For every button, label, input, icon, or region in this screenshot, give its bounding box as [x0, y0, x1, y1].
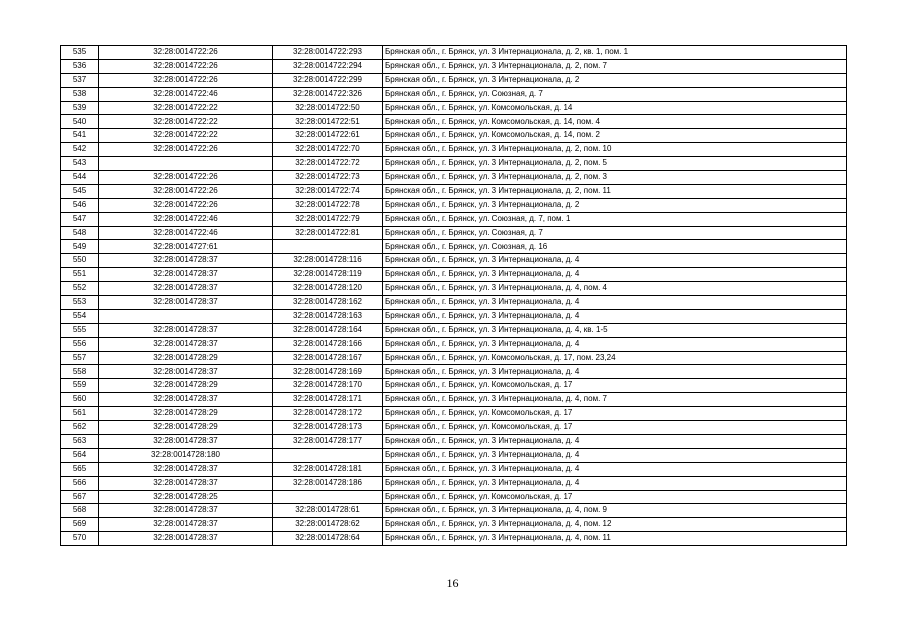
parent-cadastral-number-cell: 32:28:0014728:29 [99, 421, 273, 435]
row-number-cell: 559 [61, 379, 99, 393]
row-number-cell: 554 [61, 309, 99, 323]
address-cell: Брянская обл., г. Брянск, ул. Комсомольская, д. 17 [383, 379, 847, 393]
address-cell: Брянская обл., г. Брянск, ул. Союзная, д. 7 [383, 226, 847, 240]
parent-cadastral-number-cell: 32:28:0014722:22 [99, 129, 273, 143]
table-row [61, 282, 847, 296]
cadastral-number-cell: 32:28:0014728:163 [273, 309, 383, 323]
parent-cadastral-number-cell: 32:28:0014728:37 [99, 337, 273, 351]
row-number-cell: 563 [61, 434, 99, 448]
address-cell: Брянская обл., г. Брянск, ул. 3 Интернационала, д. 2, пом. 5 [383, 157, 847, 171]
parent-cadastral-number-cell: 32:28:0014728:37 [99, 393, 273, 407]
table-row [61, 309, 847, 323]
table-row [61, 434, 847, 448]
table-row [61, 129, 847, 143]
address-cell: Брянская обл., г. Брянск, ул. 3 Интернационала, д. 4, пом. 12 [383, 518, 847, 532]
parent-cadastral-number-cell: 32:28:0014728:37 [99, 532, 273, 546]
address-cell: Брянская обл., г. Брянск, ул. 3 Интернационала, д. 2 [383, 198, 847, 212]
page-number: 16 [446, 576, 459, 590]
parent-cadastral-number-cell: 32:28:0014722:22 [99, 115, 273, 129]
table-row [61, 198, 847, 212]
parent-cadastral-number-cell: 32:28:0014722:22 [99, 101, 273, 115]
address-cell: Брянская обл., г. Брянск, ул. Союзная, д. 16 [383, 240, 847, 254]
address-cell: Брянская обл., г. Брянск, ул. Комсомольская, д. 14 [383, 101, 847, 115]
address-cell: Брянская обл., г. Брянск, ул. Комсомольская, д. 14, пом. 2 [383, 129, 847, 143]
parent-cadastral-number-cell: 32:28:0014722:46 [99, 226, 273, 240]
address-cell: Брянская обл., г. Брянск, ул. 3 Интернационала, д. 4 [383, 309, 847, 323]
row-number-cell: 562 [61, 421, 99, 435]
table-row [61, 351, 847, 365]
address-cell: Брянская обл., г. Брянск, ул. 3 Интернационала, д. 4 [383, 254, 847, 268]
parent-cadastral-number-cell: 32:28:0014728:37 [99, 268, 273, 282]
cadastral-number-cell: 32:28:0014728:166 [273, 337, 383, 351]
cadastral-number-cell: 32:28:0014722:299 [273, 73, 383, 87]
row-number-cell: 568 [61, 504, 99, 518]
table-row [61, 101, 847, 115]
table-row [61, 532, 847, 546]
row-number-cell: 539 [61, 101, 99, 115]
row-number-cell: 543 [61, 157, 99, 171]
table-row [61, 504, 847, 518]
parent-cadastral-number-cell: 32:28:0014728:37 [99, 282, 273, 296]
cadastral-number-cell: 32:28:0014722:78 [273, 198, 383, 212]
cadastral-number-cell: 32:28:0014722:73 [273, 171, 383, 185]
row-number-cell: 556 [61, 337, 99, 351]
table-row [61, 448, 847, 462]
table-row [61, 157, 847, 171]
table-row [61, 323, 847, 337]
table-row [61, 337, 847, 351]
parent-cadastral-number-cell [99, 157, 273, 171]
parent-cadastral-number-cell: 32:28:0014728:29 [99, 407, 273, 421]
row-number-cell: 549 [61, 240, 99, 254]
table-row [61, 490, 847, 504]
address-cell: Брянская обл., г. Брянск, ул. 3 Интернационала, д. 4, пом. 4 [383, 282, 847, 296]
parent-cadastral-number-cell: 32:28:0014727:61 [99, 240, 273, 254]
table-row [61, 518, 847, 532]
cadastral-number-cell: 32:28:0014722:293 [273, 46, 383, 60]
cadastral-number-cell: 32:28:0014728:169 [273, 365, 383, 379]
cadastral-number-cell [273, 490, 383, 504]
cadastral-number-cell: 32:28:0014728:162 [273, 296, 383, 310]
cadastral-number-cell: 32:28:0014722:74 [273, 184, 383, 198]
parent-cadastral-number-cell: 32:28:0014728:37 [99, 254, 273, 268]
table-row [61, 393, 847, 407]
address-cell: Брянская обл., г. Брянск, ул. 3 Интернационала, д. 4 [383, 365, 847, 379]
table-row [61, 143, 847, 157]
parent-cadastral-number-cell: 32:28:0014728:37 [99, 518, 273, 532]
parent-cadastral-number-cell: 32:28:0014722:26 [99, 59, 273, 73]
cadastral-number-cell: 32:28:0014728:61 [273, 504, 383, 518]
row-number-cell: 536 [61, 59, 99, 73]
address-cell: Брянская обл., г. Брянск, ул. 3 Интернационала, д. 4 [383, 296, 847, 310]
cadastral-number-cell: 32:28:0014728:62 [273, 518, 383, 532]
row-number-cell: 566 [61, 476, 99, 490]
parent-cadastral-number-cell: 32:28:0014722:46 [99, 87, 273, 101]
cadastral-number-cell: 32:28:0014728:171 [273, 393, 383, 407]
address-cell: Брянская обл., г. Брянск, ул. 3 Интернационала, д. 4, пом. 7 [383, 393, 847, 407]
table-row [61, 365, 847, 379]
parent-cadastral-number-cell: 32:28:0014722:26 [99, 198, 273, 212]
address-cell: Брянская обл., г. Брянск, ул. 3 Интернационала, д. 4 [383, 448, 847, 462]
parent-cadastral-number-cell: 32:28:0014722:26 [99, 171, 273, 185]
cadastral-number-cell: 32:28:0014728:186 [273, 476, 383, 490]
parent-cadastral-number-cell: 32:28:0014728:25 [99, 490, 273, 504]
address-cell: Брянская обл., г. Брянск, ул. 3 Интернационала, д. 2, пом. 10 [383, 143, 847, 157]
row-number-cell: 550 [61, 254, 99, 268]
row-number-cell: 544 [61, 171, 99, 185]
row-number-cell: 560 [61, 393, 99, 407]
table-row [61, 226, 847, 240]
address-cell: Брянская обл., г. Брянск, ул. 3 Интернационала, д. 4 [383, 337, 847, 351]
cadastral-number-cell: 32:28:0014722:326 [273, 87, 383, 101]
row-number-cell: 552 [61, 282, 99, 296]
row-number-cell: 565 [61, 462, 99, 476]
table-row [61, 73, 847, 87]
row-number-cell: 567 [61, 490, 99, 504]
row-number-cell: 540 [61, 115, 99, 129]
table-row [61, 462, 847, 476]
table-row [61, 254, 847, 268]
address-cell: Брянская обл., г. Брянск, ул. 3 Интернационала, д. 4 [383, 434, 847, 448]
table-row [61, 212, 847, 226]
address-cell: Брянская обл., г. Брянск, ул. Комсомольская, д. 17, пом. 23,24 [383, 351, 847, 365]
table-row [61, 476, 847, 490]
cadastral-number-cell: 32:28:0014722:72 [273, 157, 383, 171]
document-table [60, 45, 847, 546]
parent-cadastral-number-cell: 32:28:0014728:29 [99, 351, 273, 365]
row-number-cell: 546 [61, 198, 99, 212]
table-row [61, 87, 847, 101]
address-cell: Брянская обл., г. Брянск, ул. Союзная, д. 7, пом. 1 [383, 212, 847, 226]
parent-cadastral-number-cell [99, 309, 273, 323]
cadastral-number-cell: 32:28:0014728:181 [273, 462, 383, 476]
address-cell: Брянская обл., г. Брянск, ул. 3 Интернационала, д. 4 [383, 476, 847, 490]
cadastral-number-cell: 32:28:0014722:81 [273, 226, 383, 240]
table-body [61, 46, 847, 546]
row-number-cell: 564 [61, 448, 99, 462]
table-row [61, 240, 847, 254]
cadastral-number-cell: 32:28:0014722:50 [273, 101, 383, 115]
table-row [61, 184, 847, 198]
row-number-cell: 551 [61, 268, 99, 282]
parent-cadastral-number-cell: 32:28:0014722:26 [99, 46, 273, 60]
row-number-cell: 535 [61, 46, 99, 60]
table-row [61, 268, 847, 282]
cadastral-number-cell: 32:28:0014722:61 [273, 129, 383, 143]
parent-cadastral-number-cell: 32:28:0014728:37 [99, 476, 273, 490]
row-number-cell: 542 [61, 143, 99, 157]
row-number-cell: 548 [61, 226, 99, 240]
address-cell: Брянская обл., г. Брянск, ул. Комсомольская, д. 17 [383, 490, 847, 504]
row-number-cell: 569 [61, 518, 99, 532]
address-cell: Брянская обл., г. Брянск, ул. Комсомольская, д. 17 [383, 421, 847, 435]
address-cell: Брянская обл., г. Брянск, ул. 3 Интернационала, д. 2, пом. 3 [383, 171, 847, 185]
table-row [61, 379, 847, 393]
parent-cadastral-number-cell: 32:28:0014728:37 [99, 323, 273, 337]
parent-cadastral-number-cell: 32:28:0014728:37 [99, 434, 273, 448]
cadastral-number-cell: 32:28:0014722:51 [273, 115, 383, 129]
row-number-cell: 541 [61, 129, 99, 143]
cadastral-number-cell: 32:28:0014722:79 [273, 212, 383, 226]
address-cell: Брянская обл., г. Брянск, ул. Комсомольская, д. 17 [383, 407, 847, 421]
cadastral-number-cell: 32:28:0014728:167 [273, 351, 383, 365]
row-number-cell: 553 [61, 296, 99, 310]
table-row [61, 296, 847, 310]
row-number-cell: 537 [61, 73, 99, 87]
row-number-cell: 555 [61, 323, 99, 337]
address-cell: Брянская обл., г. Брянск, ул. 3 Интернационала, д. 2 [383, 73, 847, 87]
row-number-cell: 547 [61, 212, 99, 226]
parent-cadastral-number-cell: 32:28:0014728:29 [99, 379, 273, 393]
cadastral-number-cell: 32:28:0014722:70 [273, 143, 383, 157]
cadastral-number-cell: 32:28:0014728:164 [273, 323, 383, 337]
parent-cadastral-number-cell: 32:28:0014728:37 [99, 296, 273, 310]
parent-cadastral-number-cell: 32:28:0014722:26 [99, 184, 273, 198]
cadastral-number-cell: 32:28:0014728:119 [273, 268, 383, 282]
address-cell: Брянская обл., г. Брянск, ул. 3 Интернационала, д. 4, пом. 9 [383, 504, 847, 518]
address-cell: Брянская обл., г. Брянск, ул. 3 Интернационала, д. 4, пом. 11 [383, 532, 847, 546]
row-number-cell: 538 [61, 87, 99, 101]
cadastral-number-cell: 32:28:0014728:177 [273, 434, 383, 448]
row-number-cell: 558 [61, 365, 99, 379]
address-cell: Брянская обл., г. Брянск, ул. Союзная, д. 7 [383, 87, 847, 101]
cadastral-number-cell: 32:28:0014728:172 [273, 407, 383, 421]
cadastral-number-cell: 32:28:0014722:294 [273, 59, 383, 73]
parent-cadastral-number-cell: 32:28:0014722:26 [99, 73, 273, 87]
table-row [61, 421, 847, 435]
parent-cadastral-number-cell: 32:28:0014728:37 [99, 504, 273, 518]
table-row [61, 115, 847, 129]
cadastral-number-cell [273, 240, 383, 254]
cadastral-number-cell: 32:28:0014728:170 [273, 379, 383, 393]
address-cell: Брянская обл., г. Брянск, ул. Комсомольская, д. 14, пом. 4 [383, 115, 847, 129]
row-number-cell: 557 [61, 351, 99, 365]
cadastral-number-cell: 32:28:0014728:64 [273, 532, 383, 546]
cadastral-number-cell: 32:28:0014728:173 [273, 421, 383, 435]
cadastral-number-cell: 32:28:0014728:120 [273, 282, 383, 296]
address-cell: Брянская обл., г. Брянск, ул. 3 Интернационала, д. 4 [383, 462, 847, 476]
cadastral-number-cell [273, 448, 383, 462]
table-row [61, 46, 847, 60]
parent-cadastral-number-cell: 32:28:0014728:180 [99, 448, 273, 462]
parent-cadastral-number-cell: 32:28:0014728:37 [99, 365, 273, 379]
table-row [61, 171, 847, 185]
parent-cadastral-number-cell: 32:28:0014722:46 [99, 212, 273, 226]
address-cell: Брянская обл., г. Брянск, ул. 3 Интернационала, д. 2, пом. 7 [383, 59, 847, 73]
table-row [61, 407, 847, 421]
address-cell: Брянская обл., г. Брянск, ул. 3 Интернационала, д. 2, пом. 11 [383, 184, 847, 198]
parent-cadastral-number-cell: 32:28:0014722:26 [99, 143, 273, 157]
address-cell: Брянская обл., г. Брянск, ул. 3 Интернационала, д. 4 [383, 268, 847, 282]
row-number-cell: 561 [61, 407, 99, 421]
row-number-cell: 545 [61, 184, 99, 198]
cadastral-number-cell: 32:28:0014728:116 [273, 254, 383, 268]
parent-cadastral-number-cell: 32:28:0014728:37 [99, 462, 273, 476]
address-cell: Брянская обл., г. Брянск, ул. 3 Интернационала, д. 4, кв. 1-5 [383, 323, 847, 337]
table-row [61, 59, 847, 73]
row-number-cell: 570 [61, 532, 99, 546]
address-cell: Брянская обл., г. Брянск, ул. 3 Интернационала, д. 2, кв. 1, пом. 1 [383, 46, 847, 60]
